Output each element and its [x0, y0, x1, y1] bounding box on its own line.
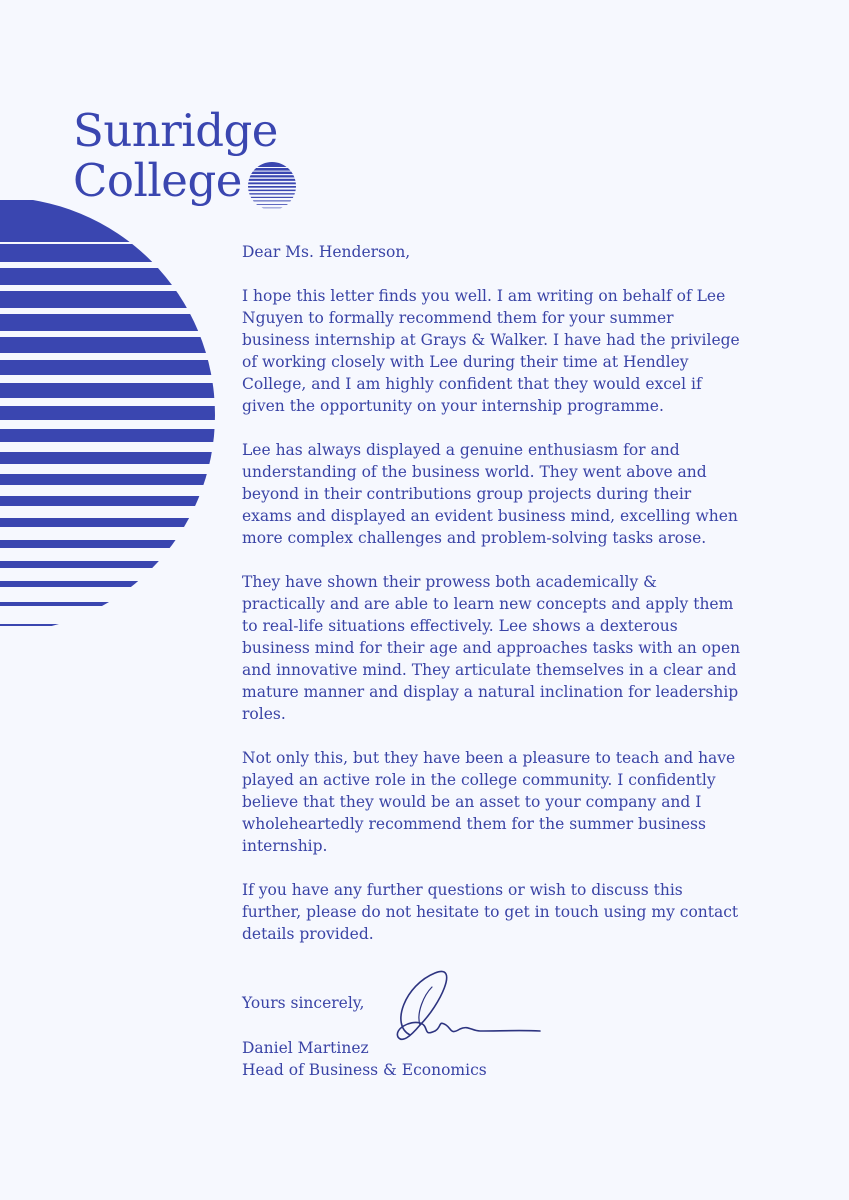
- paragraph-5: If you have any further questions or wish to discuss this further, please do not hesitate to get in touch using my contact details provided.: [242, 881, 739, 943]
- paragraph-3: They have shown their prowess both academically & practically and are able to learn new concepts and apply them to real-life situations effectively. Lee shows a dexterous business mind for their age and approaches tasks with an open and innovative mind. They articulate themselves in a clear and mature manner and display a natural inclination for leadership roles.: [242, 573, 741, 723]
- paragraph-4: Not only this, but they have been a pleasure to teach and have played an active role in the college community. I confidently believe that they would be an asset to your company and I wholeheartedly recommend them for the summer business internship.: [242, 749, 736, 855]
- salutation: Dear Ms. Henderson,: [242, 243, 411, 261]
- signature: [380, 965, 545, 1050]
- paragraph-1: I hope this letter finds you well. I am writing on behalf of Lee Nguyen to formally recommend them for your summer business internship at Grays & Walker. I have had the privilege of working closely with Lee during their time at Hendley College, and I am highly confident that they would excel if given the opportunity on your internship programme.: [242, 287, 740, 415]
- college-name-line1: Sunridge: [73, 104, 278, 157]
- signer-name: Daniel Martinez: [242, 1039, 369, 1057]
- letter-body: [242, 241, 742, 967]
- striped-sun-decoration: [0, 200, 220, 635]
- closing: Yours sincerely,: [242, 994, 365, 1012]
- striped-sun-icon: [247, 161, 297, 211]
- signer-title: Head of Business & Economics: [242, 1061, 487, 1079]
- paragraph-2: Lee has always displayed a genuine enthusiasm for and understanding of the business world. They went above and beyond in their contributions group projects during their exams and displayed an evident business mind, excelling when more complex challenges and problem-solving tasks arose.: [242, 441, 738, 547]
- college-name-line2: College: [73, 154, 242, 207]
